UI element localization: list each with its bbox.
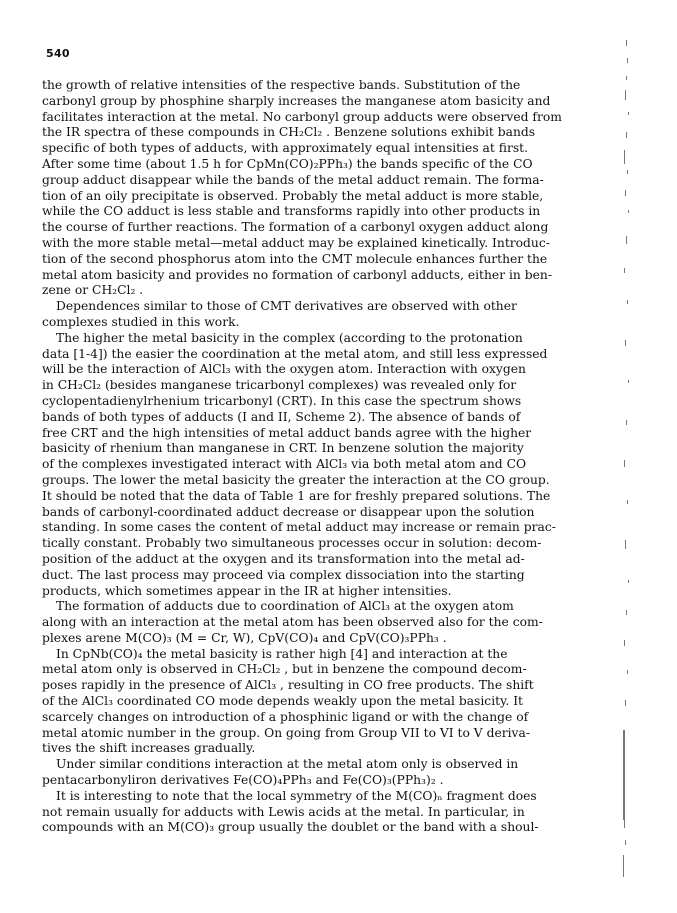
- text-line: groups. The lower the metal basicity the greater the interaction at the CO group.: [42, 472, 550, 487]
- text-line: position of the adduct at the oxygen and its transformation into the metal ad-: [42, 551, 525, 566]
- scan-speck: [628, 380, 629, 383]
- text-line: of the complexes investigated interact with AlCl₃ via both metal atom and CO: [42, 457, 527, 472]
- text-line: The higher the metal basicity in the complex (according to the protonation: [56, 330, 523, 345]
- scan-speck: [625, 540, 626, 549]
- text-line: will be the interaction of AlCl₃ with the oxygen atom. Interaction with oxygen: [42, 362, 526, 377]
- scan-speck: [627, 58, 628, 63]
- text-line: compounds with an M(CO)₃ group usually the doublet or the band with a shoul-: [42, 820, 539, 835]
- text-line: pentacarbonyliron derivatives Fe(CO)₄PPh₃ and Fe(CO)₃(PPh₃)₂ .: [42, 773, 444, 788]
- scan-speck: [627, 170, 628, 174]
- body-text: [42, 78, 627, 836]
- text-line: basicity of rhenium than manganese in CRT. In benzene solution the majority: [42, 441, 524, 456]
- text-line: bands of carbonyl-coordinated adduct decrease or disappear upon the solution: [42, 504, 535, 519]
- scan-speck: [625, 90, 626, 100]
- text-line: tives the shift increases gradually.: [42, 741, 256, 756]
- text-line: It is interesting to note that the local symmetry of the M(CO)ₙ fragment does: [56, 788, 537, 803]
- text-line: of the AlCl₃ coordinated CO mode depends weakly upon the metal basicity. It: [42, 694, 523, 709]
- text-line: complexes studied in this work.: [42, 314, 240, 329]
- scan-speck: [623, 855, 624, 877]
- scan-speck: [624, 640, 625, 646]
- text-line: Under similar conditions interaction at the metal atom only is observed in: [56, 757, 519, 772]
- text-line: cyclopentadienylrhenium tricarbonyl (CRT). In this case the spectrum shows: [42, 393, 522, 408]
- text-line: plexes arene M(CO)₃ (M = Cr, W), CpV(CO)₄ and CpV(CO)₃PPh₃ .: [42, 630, 447, 645]
- text-line: tion of an oily precipitate is observed. Probably the metal adduct is more stable,: [42, 188, 544, 203]
- text-line: metal atom basicity and provides no formation of carbonyl adducts, either in ben-: [42, 267, 552, 282]
- text-line: data [1-4]) the easier the coordination at the metal atom, and still less expressed: [42, 346, 548, 361]
- scan-speck: [626, 132, 627, 138]
- scan-speck: [624, 820, 625, 828]
- scan-speck: [623, 730, 625, 820]
- scan-speck: [627, 500, 628, 504]
- text-line: the IR spectra of these compounds in CH₂Cl₂ . Benzene solutions exhibit bands: [42, 125, 536, 140]
- scan-speck: [626, 420, 627, 425]
- scan-speck: [626, 236, 627, 244]
- scan-speck: [625, 190, 626, 196]
- text-line: standing. In some cases the content of metal adduct may increase or remain prac-: [42, 520, 556, 535]
- text-line: The formation of adducts due to coordination of AlCl₃ at the oxygen atom: [56, 599, 514, 614]
- text-line: tion of the second phosphorus atom into the CMT molecule enhances further the: [42, 251, 548, 266]
- text-line: metal atomic number in the group. On going from Group VII to VI to V deriva-: [42, 725, 530, 740]
- scan-speck: [624, 268, 625, 273]
- text-line: facilitates interaction at the metal. No carbonyl group adducts were observed from: [42, 109, 562, 124]
- scan-speck: [628, 580, 629, 583]
- text-line: the course of further reactions. The formation of a carbonyl oxygen adduct along: [42, 220, 549, 235]
- text-line: not remain usually for adducts with Lewis acids at the metal. In particular, in: [42, 804, 525, 819]
- scan-speck: [628, 210, 629, 213]
- text-line: tically constant. Probably two simultaneous processes occur in solution: decom-: [42, 536, 542, 551]
- scan-speck: [626, 610, 627, 615]
- text-line: along with an interaction at the metal atom has been observed also for the com-: [42, 615, 543, 630]
- scan-speck: [627, 670, 628, 674]
- text-line: metal atom only is observed in CH₂Cl₂ , but in benzene the compound decom-: [42, 662, 527, 677]
- text-line: scarcely changes on introduction of a phosphinic ligand or with the change of: [42, 709, 529, 724]
- text-line: poses rapidly in the presence of AlCl₃ , resulting in CO free products. The shift: [42, 678, 534, 693]
- text-line: duct. The last process may proceed via complex dissociation into the starting: [42, 567, 525, 582]
- text-line: zene or CH₂Cl₂ .: [42, 283, 144, 298]
- page-number: 540: [46, 47, 70, 60]
- text-line: After some time (about 1.5 h for CpMn(CO)₂PPh₃) the bands specific of the CO: [42, 156, 533, 171]
- text-line: free CRT and the high intensities of metal adduct bands agree with the higher: [42, 425, 532, 440]
- scan-speck: [626, 76, 627, 80]
- scan-speck: [624, 460, 625, 467]
- text-line: while the CO adduct is less stable and transforms rapidly into other products in: [42, 204, 541, 219]
- text-line: products, which sometimes appear in the IR at higher intensities.: [42, 583, 452, 598]
- scan-speck: [624, 150, 625, 164]
- scan-speck: [625, 700, 626, 706]
- text-line: In CpNb(CO)₄ the metal basicity is rather high [4] and interaction at the: [56, 646, 508, 661]
- scan-speck: [628, 112, 629, 115]
- text-line: Dependences similar to those of CMT derivatives are observed with other: [56, 299, 517, 314]
- text-line: the growth of relative intensities of the respective bands. Substitution of the: [42, 78, 521, 92]
- scan-speck: [625, 840, 626, 845]
- scan-speck: [625, 340, 626, 346]
- scan-speck: [627, 300, 628, 304]
- text-line: group adduct disappear while the bands of the metal adduct remain. The forma-: [42, 172, 544, 187]
- text-line: carbonyl group by phosphine sharply increases the manganese atom basicity and: [42, 93, 551, 108]
- text-line: with the more stable metal—metal adduct may be explained kinetically. Introduc-: [42, 235, 550, 250]
- text-line: bands of both types of adducts (I and II, Scheme 2). The absence of bands of: [42, 409, 521, 424]
- scan-speck: [626, 40, 627, 46]
- text-line: specific of both types of adducts, with approximately equal intensities at first.: [42, 141, 528, 156]
- text-line: in CH₂Cl₂ (besides manganese tricarbonyl complexes) was revealed only for: [42, 378, 517, 393]
- scan-edge-marks: [622, 40, 636, 880]
- text-line: It should be noted that the data of Table 1 are for freshly prepared solutions. The: [42, 488, 551, 503]
